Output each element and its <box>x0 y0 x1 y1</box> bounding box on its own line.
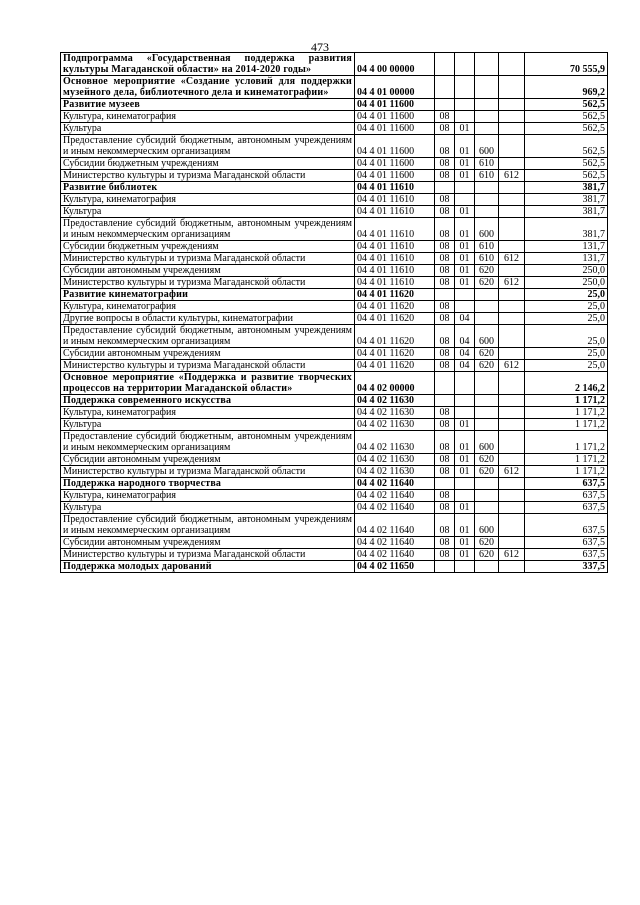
expense-type-code <box>475 490 499 502</box>
subsidy-code <box>499 478 525 490</box>
amount: 337,5 <box>525 561 608 573</box>
subsection-code <box>455 372 475 395</box>
section-code <box>435 372 455 395</box>
amount: 1 171,2 <box>525 419 608 431</box>
subsection-code: 01 <box>455 277 475 289</box>
row-name: Министерство культуры и туризма Магаданской области <box>61 549 355 561</box>
amount: 562,5 <box>525 135 608 158</box>
table-row <box>61 395 608 407</box>
expense-type-code: 600 <box>475 218 499 241</box>
subsidy-code <box>499 135 525 158</box>
target-code: 04 4 01 11610 <box>355 277 435 289</box>
amount: 562,5 <box>525 170 608 182</box>
section-code: 08 <box>435 514 455 537</box>
amount: 637,5 <box>525 490 608 502</box>
amount: 562,5 <box>525 123 608 135</box>
amount: 562,5 <box>525 99 608 111</box>
amount: 637,5 <box>525 478 608 490</box>
section-code: 08 <box>435 348 455 360</box>
row-name: Субсидии бюджетным учреждениям <box>61 241 355 253</box>
target-code: 04 4 01 11600 <box>355 123 435 135</box>
section-code: 08 <box>435 490 455 502</box>
amount: 1 171,2 <box>525 395 608 407</box>
subsection-code: 01 <box>455 253 475 265</box>
row-name: Культура, кинематография <box>61 490 355 502</box>
row-name: Субсидии автономным учреждениям <box>61 265 355 277</box>
expense-type-code <box>475 372 499 395</box>
section-code <box>435 53 455 76</box>
subsidy-code: 612 <box>499 277 525 289</box>
amount: 1 171,2 <box>525 431 608 454</box>
table-row <box>61 431 608 454</box>
amount: 131,7 <box>525 241 608 253</box>
expense-type-code: 610 <box>475 158 499 170</box>
expense-type-code <box>475 395 499 407</box>
subsection-code: 01 <box>455 537 475 549</box>
amount: 1 171,2 <box>525 454 608 466</box>
subsidy-code: 612 <box>499 549 525 561</box>
amount: 381,7 <box>525 218 608 241</box>
table-row <box>61 537 608 549</box>
table-row <box>61 135 608 158</box>
table-row <box>61 561 608 573</box>
section-code: 08 <box>435 301 455 313</box>
amount: 1 171,2 <box>525 407 608 419</box>
table-row <box>61 325 608 348</box>
target-code: 04 4 01 11600 <box>355 135 435 158</box>
subsection-code: 01 <box>455 419 475 431</box>
subsidy-code: 612 <box>499 466 525 478</box>
target-code: 04 4 01 11600 <box>355 111 435 123</box>
subsidy-code <box>499 53 525 76</box>
row-name: Основное мероприятие «Создание условий для поддержки музейного дела, библиотечного дела и кинематографии» <box>61 76 355 99</box>
subsidy-code: 612 <box>499 253 525 265</box>
section-code: 08 <box>435 170 455 182</box>
section-code <box>435 395 455 407</box>
subsidy-code <box>499 407 525 419</box>
table-row <box>61 206 608 218</box>
table-row <box>61 407 608 419</box>
amount: 2 146,2 <box>525 372 608 395</box>
page-number: 473 <box>311 40 329 54</box>
row-name: Культура, кинематография <box>61 407 355 419</box>
target-code: 04 4 01 00000 <box>355 76 435 99</box>
target-code: 04 4 02 11640 <box>355 549 435 561</box>
target-code: 04 4 01 11610 <box>355 182 435 194</box>
table-row <box>61 454 608 466</box>
subsection-code: 01 <box>455 431 475 454</box>
target-code: 04 4 02 11640 <box>355 490 435 502</box>
amount: 969,2 <box>525 76 608 99</box>
expense-type-code: 620 <box>475 549 499 561</box>
section-code: 08 <box>435 135 455 158</box>
row-name: Другие вопросы в области культуры, кинематографии <box>61 313 355 325</box>
table-row <box>61 313 608 325</box>
section-code: 08 <box>435 466 455 478</box>
subsection-code: 01 <box>455 218 475 241</box>
subsection-code: 01 <box>455 466 475 478</box>
amount: 1 171,2 <box>525 466 608 478</box>
subsidy-code <box>499 502 525 514</box>
table-row <box>61 111 608 123</box>
amount: 131,7 <box>525 253 608 265</box>
expense-type-code <box>475 478 499 490</box>
table-row <box>61 360 608 372</box>
row-name: Развитие музеев <box>61 99 355 111</box>
amount: 637,5 <box>525 537 608 549</box>
expense-type-code: 620 <box>475 265 499 277</box>
subsection-code <box>455 76 475 99</box>
target-code: 04 4 02 11630 <box>355 454 435 466</box>
amount: 250,0 <box>525 265 608 277</box>
row-name: Субсидии бюджетным учреждениям <box>61 158 355 170</box>
table-row <box>61 158 608 170</box>
subsidy-code <box>499 490 525 502</box>
section-code <box>435 99 455 111</box>
expense-type-code: 610 <box>475 253 499 265</box>
section-code <box>435 289 455 301</box>
subsection-code <box>455 561 475 573</box>
row-name: Культура <box>61 206 355 218</box>
subsidy-code <box>499 313 525 325</box>
budget-table-body <box>61 53 608 573</box>
section-code: 08 <box>435 431 455 454</box>
target-code: 04 4 02 11640 <box>355 478 435 490</box>
row-name: Предоставление субсидий бюджетным, автономным учреждениям и иным некоммерческим организациям <box>61 325 355 348</box>
section-code <box>435 76 455 99</box>
subsection-code: 01 <box>455 265 475 277</box>
subsidy-code: 612 <box>499 360 525 372</box>
amount: 637,5 <box>525 549 608 561</box>
expense-type-code: 620 <box>475 466 499 478</box>
target-code: 04 4 01 11610 <box>355 265 435 277</box>
section-code: 08 <box>435 537 455 549</box>
expense-type-code: 620 <box>475 454 499 466</box>
table-row <box>61 466 608 478</box>
amount: 25,0 <box>525 325 608 348</box>
subsidy-code <box>499 182 525 194</box>
expense-type-code <box>475 76 499 99</box>
subsection-code <box>455 490 475 502</box>
subsection-code: 01 <box>455 123 475 135</box>
subsidy-code <box>499 99 525 111</box>
expense-type-code <box>475 111 499 123</box>
row-name: Предоставление субсидий бюджетным, автономным учреждениям и иным некоммерческим организациям <box>61 431 355 454</box>
expense-type-code <box>475 182 499 194</box>
table-row <box>61 253 608 265</box>
expense-type-code <box>475 419 499 431</box>
expense-type-code <box>475 313 499 325</box>
table-row <box>61 348 608 360</box>
expense-type-code <box>475 561 499 573</box>
table-row <box>61 372 608 395</box>
amount: 25,0 <box>525 301 608 313</box>
row-name: Культура, кинематография <box>61 194 355 206</box>
amount: 250,0 <box>525 277 608 289</box>
table-row <box>61 76 608 99</box>
subsection-code: 01 <box>455 206 475 218</box>
target-code: 04 4 01 11620 <box>355 289 435 301</box>
section-code: 08 <box>435 265 455 277</box>
row-name: Культура <box>61 123 355 135</box>
row-name: Предоставление субсидий бюджетным, автономным учреждениям и иным некоммерческим организациям <box>61 135 355 158</box>
section-code: 08 <box>435 325 455 348</box>
expense-type-code: 600 <box>475 514 499 537</box>
row-name: Развитие библиотек <box>61 182 355 194</box>
target-code: 04 4 02 11650 <box>355 561 435 573</box>
subsection-code: 01 <box>455 454 475 466</box>
target-code: 04 4 01 11600 <box>355 99 435 111</box>
section-code: 08 <box>435 123 455 135</box>
expense-type-code: 620 <box>475 277 499 289</box>
row-name: Подпрограмма «Государственная поддержка развития культуры Магаданской области» на 2014-2020 годы» <box>61 53 355 76</box>
amount: 381,7 <box>525 206 608 218</box>
amount: 562,5 <box>525 158 608 170</box>
table-row <box>61 549 608 561</box>
amount: 25,0 <box>525 289 608 301</box>
target-code: 04 4 01 11620 <box>355 348 435 360</box>
expense-type-code <box>475 53 499 76</box>
budget-table <box>60 52 608 573</box>
amount: 637,5 <box>525 514 608 537</box>
section-code: 08 <box>435 277 455 289</box>
section-code: 08 <box>435 502 455 514</box>
expense-type-code: 600 <box>475 135 499 158</box>
subsidy-code <box>499 561 525 573</box>
subsection-code: 01 <box>455 135 475 158</box>
section-code: 08 <box>435 218 455 241</box>
section-code: 08 <box>435 454 455 466</box>
subsection-code <box>455 99 475 111</box>
row-name: Субсидии автономным учреждениям <box>61 348 355 360</box>
subsection-code <box>455 395 475 407</box>
table-row <box>61 490 608 502</box>
expense-type-code <box>475 99 499 111</box>
row-name: Министерство культуры и туризма Магаданской области <box>61 253 355 265</box>
expense-type-code <box>475 502 499 514</box>
subsection-code: 04 <box>455 360 475 372</box>
subsection-code: 04 <box>455 325 475 348</box>
section-code: 08 <box>435 158 455 170</box>
row-name: Поддержка народного творчества <box>61 478 355 490</box>
table-row <box>61 301 608 313</box>
table-row <box>61 241 608 253</box>
expense-type-code <box>475 289 499 301</box>
target-code: 04 4 02 00000 <box>355 372 435 395</box>
row-name: Развитие кинематографии <box>61 289 355 301</box>
subsidy-code <box>499 372 525 395</box>
amount: 25,0 <box>525 360 608 372</box>
section-code <box>435 182 455 194</box>
target-code: 04 4 01 11600 <box>355 158 435 170</box>
table-row <box>61 502 608 514</box>
subsection-code: 01 <box>455 241 475 253</box>
amount: 562,5 <box>525 111 608 123</box>
subsidy-code <box>499 111 525 123</box>
target-code: 04 4 01 11620 <box>355 325 435 348</box>
target-code: 04 4 01 11610 <box>355 194 435 206</box>
table-row <box>61 170 608 182</box>
section-code: 08 <box>435 241 455 253</box>
subsection-code: 04 <box>455 313 475 325</box>
section-code <box>435 478 455 490</box>
expense-type-code: 610 <box>475 170 499 182</box>
row-name: Министерство культуры и туризма Магаданской области <box>61 466 355 478</box>
subsection-code <box>455 478 475 490</box>
expense-type-code: 620 <box>475 348 499 360</box>
target-code: 04 4 01 11620 <box>355 313 435 325</box>
expense-type-code <box>475 123 499 135</box>
subsidy-code <box>499 123 525 135</box>
row-name: Культура <box>61 419 355 431</box>
row-name: Культура <box>61 502 355 514</box>
expense-type-code <box>475 407 499 419</box>
row-name: Министерство культуры и туризма Магаданской области <box>61 360 355 372</box>
subsection-code <box>455 407 475 419</box>
subsidy-code <box>499 348 525 360</box>
expense-type-code <box>475 194 499 206</box>
target-code: 04 4 01 11620 <box>355 301 435 313</box>
target-code: 04 4 02 11640 <box>355 514 435 537</box>
expense-type-code: 600 <box>475 325 499 348</box>
subsidy-code <box>499 301 525 313</box>
table-row <box>61 419 608 431</box>
subsidy-code <box>499 206 525 218</box>
subsidy-code <box>499 419 525 431</box>
section-code: 08 <box>435 206 455 218</box>
table-row <box>61 265 608 277</box>
target-code: 04 4 01 11610 <box>355 253 435 265</box>
amount: 381,7 <box>525 194 608 206</box>
target-code: 04 4 02 11630 <box>355 407 435 419</box>
table-row <box>61 277 608 289</box>
target-code: 04 4 02 11640 <box>355 502 435 514</box>
target-code: 04 4 02 11630 <box>355 395 435 407</box>
subsidy-code <box>499 76 525 99</box>
target-code: 04 4 02 11630 <box>355 419 435 431</box>
row-name: Поддержка современного искусства <box>61 395 355 407</box>
subsection-code: 01 <box>455 170 475 182</box>
row-name: Министерство культуры и туризма Магаданской области <box>61 277 355 289</box>
section-code: 08 <box>435 313 455 325</box>
section-code <box>435 561 455 573</box>
subsidy-code <box>499 158 525 170</box>
target-code: 04 4 02 11630 <box>355 466 435 478</box>
subsidy-code <box>499 241 525 253</box>
section-code: 08 <box>435 194 455 206</box>
target-code: 04 4 01 11600 <box>355 170 435 182</box>
expense-type-code: 620 <box>475 360 499 372</box>
amount: 637,5 <box>525 502 608 514</box>
row-name: Предоставление субсидий бюджетным, автономным учреждениям и иным некоммерческим организациям <box>61 514 355 537</box>
table-row <box>61 289 608 301</box>
subsection-code: 04 <box>455 348 475 360</box>
subsection-code: 01 <box>455 549 475 561</box>
table-row <box>61 218 608 241</box>
target-code: 04 4 01 11620 <box>355 360 435 372</box>
table-row <box>61 53 608 76</box>
section-code: 08 <box>435 419 455 431</box>
section-code: 08 <box>435 407 455 419</box>
amount: 381,7 <box>525 182 608 194</box>
subsection-code <box>455 182 475 194</box>
row-name: Основное мероприятие «Поддержка и развитие творческих процессов на территории Магаданской области» <box>61 372 355 395</box>
subsidy-code <box>499 265 525 277</box>
subsidy-code: 612 <box>499 170 525 182</box>
subsidy-code <box>499 325 525 348</box>
table-row <box>61 182 608 194</box>
table-row <box>61 194 608 206</box>
subsidy-code <box>499 194 525 206</box>
row-name: Субсидии автономным учреждениям <box>61 537 355 549</box>
row-name: Культура, кинематография <box>61 111 355 123</box>
amount: 25,0 <box>525 313 608 325</box>
expense-type-code <box>475 206 499 218</box>
subsection-code <box>455 194 475 206</box>
row-name: Культура, кинематография <box>61 301 355 313</box>
table-row <box>61 514 608 537</box>
subsection-code: 01 <box>455 502 475 514</box>
row-name: Предоставление субсидий бюджетным, автономным учреждениям и иным некоммерческим организациям <box>61 218 355 241</box>
subsection-code <box>455 53 475 76</box>
expense-type-code <box>475 301 499 313</box>
subsidy-code <box>499 514 525 537</box>
section-code: 08 <box>435 253 455 265</box>
row-name: Субсидии автономным учреждениям <box>61 454 355 466</box>
amount: 25,0 <box>525 348 608 360</box>
target-code: 04 4 02 11630 <box>355 431 435 454</box>
table-row <box>61 478 608 490</box>
row-name: Министерство культуры и туризма Магаданской области <box>61 170 355 182</box>
section-code: 08 <box>435 111 455 123</box>
subsidy-code <box>499 454 525 466</box>
subsection-code: 01 <box>455 514 475 537</box>
subsidy-code <box>499 395 525 407</box>
subsidy-code <box>499 431 525 454</box>
subsidy-code <box>499 289 525 301</box>
row-name: Поддержка молодых дарований <box>61 561 355 573</box>
table-row <box>61 99 608 111</box>
expense-type-code: 620 <box>475 537 499 549</box>
subsection-code <box>455 301 475 313</box>
subsidy-code <box>499 218 525 241</box>
target-code: 04 4 02 11640 <box>355 537 435 549</box>
subsidy-code <box>499 537 525 549</box>
amount: 70 555,9 <box>525 53 608 76</box>
table-row <box>61 123 608 135</box>
subsection-code <box>455 289 475 301</box>
target-code: 04 4 00 00000 <box>355 53 435 76</box>
subsection-code: 01 <box>455 158 475 170</box>
target-code: 04 4 01 11610 <box>355 241 435 253</box>
subsection-code <box>455 111 475 123</box>
expense-type-code: 610 <box>475 241 499 253</box>
target-code: 04 4 01 11610 <box>355 206 435 218</box>
section-code: 08 <box>435 360 455 372</box>
expense-type-code: 600 <box>475 431 499 454</box>
target-code: 04 4 01 11610 <box>355 218 435 241</box>
section-code: 08 <box>435 549 455 561</box>
